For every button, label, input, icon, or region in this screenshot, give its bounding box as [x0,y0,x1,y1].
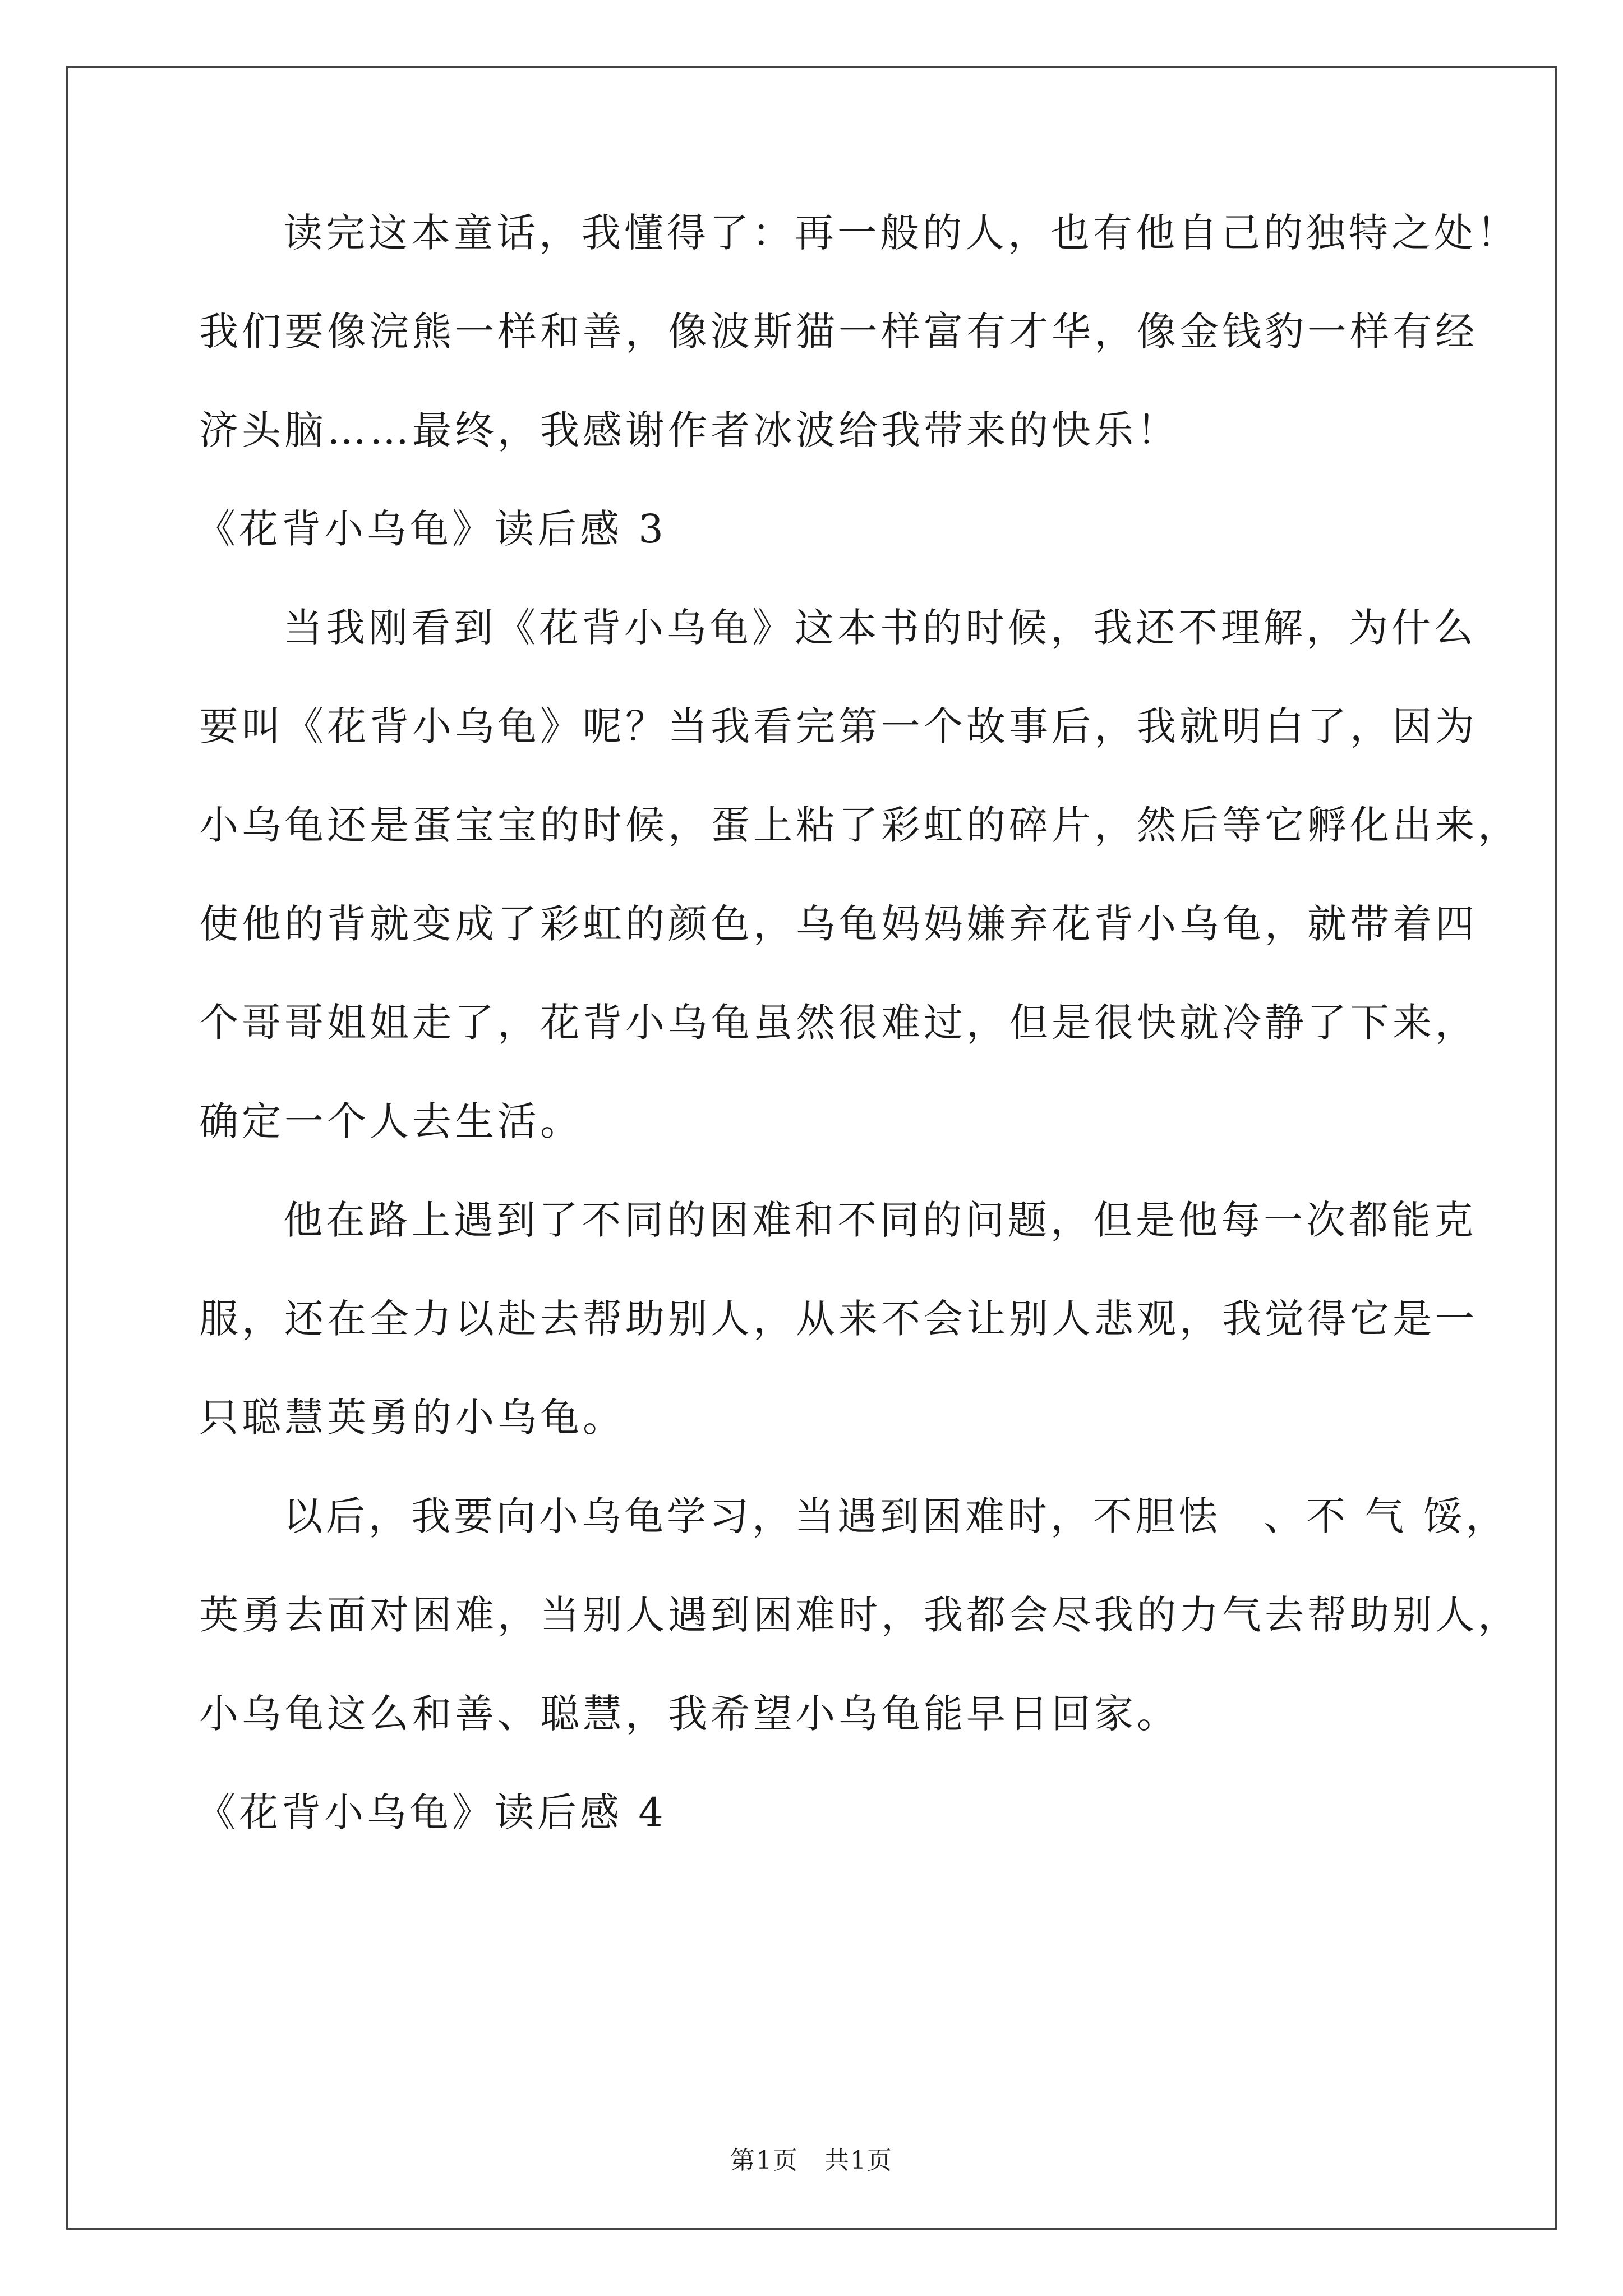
paragraph-line: 济头脑……最终，我感谢作者冰波给我带来的快乐！ [199,407,1179,453]
paragraph-line: 小乌龟这么和善、聪慧，我希望小乌龟能早日回家。 [199,1691,1179,1737]
section-heading: 《花背小乌龟》读后感 3 [196,506,667,552]
paragraph-line: 当我刚看到《花背小乌龟》这本书的时候，我还不理解，为什么 [283,605,1477,651]
section-heading: 《花背小乌龟》读后感 4 [196,1789,667,1835]
page-border [66,66,1557,2230]
paragraph-line: 以后，我要向小乌龟学习，当遇到困难时，不胆怯 、不 气 馁， [283,1493,1509,1539]
paragraph-line: 要叫《花背小乌龟》呢？当我看完第一个故事后，我就明白了，因为 [199,703,1478,749]
page-footer: 第1页 共1页 [730,2146,893,2175]
paragraph-line: 读完这本童话，我懂得了：再一般的人，也有他自己的独特之处！ [283,210,1519,256]
paragraph-line: 个哥哥姐姐走了，花背小乌龟虽然很难过，但是很快就冷静了下来， [199,1000,1478,1046]
paragraph-line: 服，还在全力以赴去帮助别人，从来不会让别人悲观，我觉得它是一 [199,1296,1478,1342]
paragraph-line: 小乌龟还是蛋宝宝的时候，蛋上粘了彩虹的碎片，然后等它孵化出来， [199,802,1520,848]
paragraph-line: 使他的背就变成了彩虹的颜色，乌龟妈妈嫌弃花背小乌龟，就带着四 [199,901,1478,947]
paragraph-line: 确定一个人去生活。 [199,1098,583,1144]
paragraph-line: 英勇去面对困难，当别人遇到困难时，我都会尽我的力气去帮助别人， [199,1592,1520,1638]
paragraph-line: 他在路上遇到了不同的困难和不同的问题，但是他每一次都能克 [283,1197,1477,1243]
paragraph-line: 我们要像浣熊一样和善，像波斯猫一样富有才华，像金钱豹一样有经 [199,309,1478,355]
paragraph-line: 只聪慧英勇的小乌龟。 [199,1395,625,1441]
